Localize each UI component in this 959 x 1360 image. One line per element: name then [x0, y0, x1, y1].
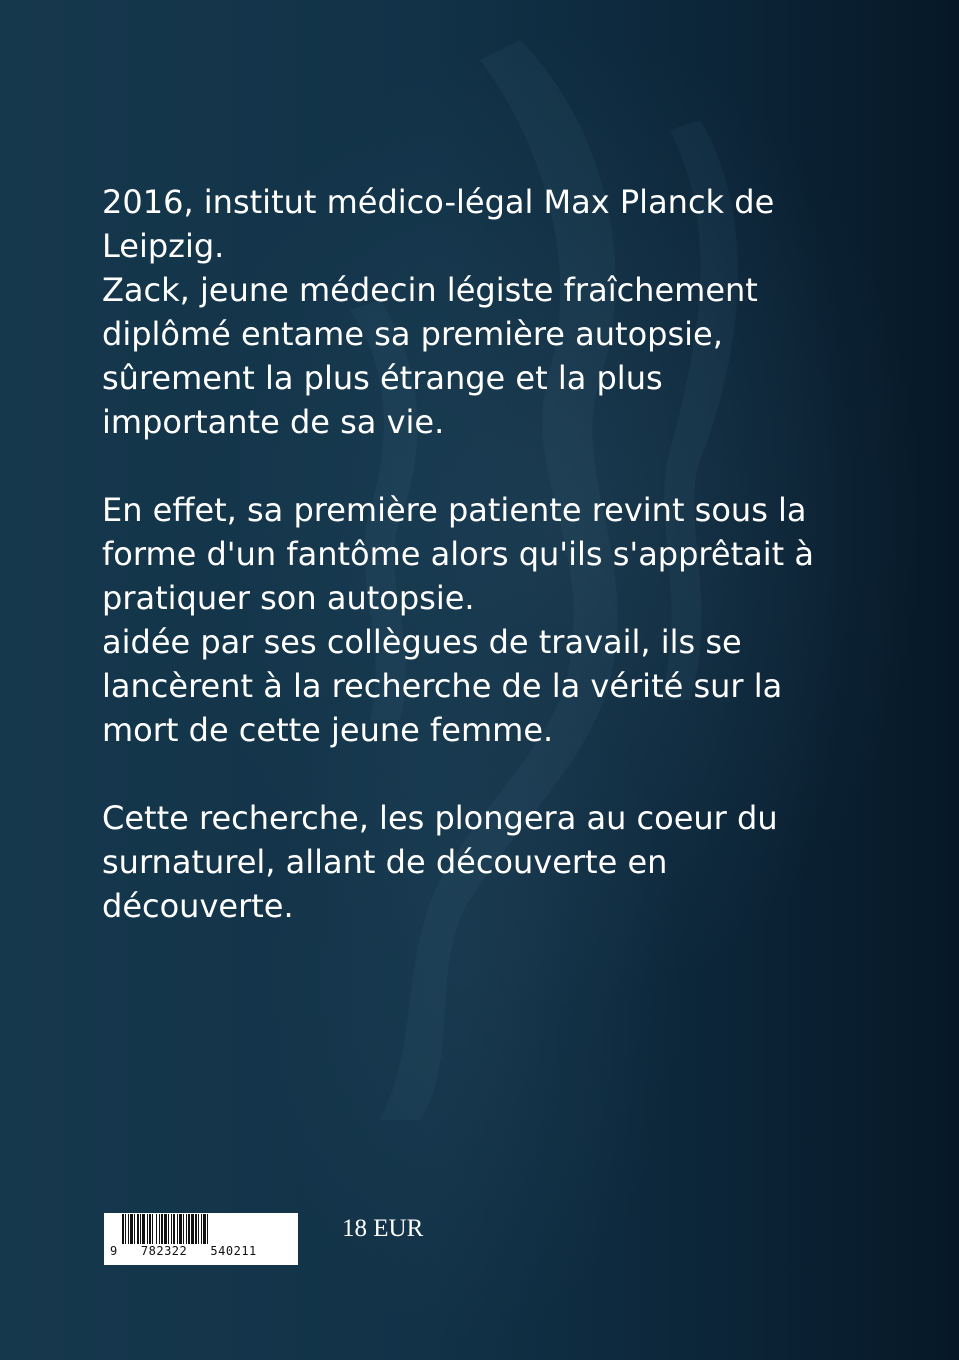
blurb-line: diplômé entame sa première autopsie, [102, 315, 723, 353]
barcode-bar [142, 1214, 145, 1244]
blurb-line: sûrement la plus étrange et la plus [102, 359, 663, 397]
barcode-bar [125, 1214, 126, 1244]
barcode-bar [147, 1214, 148, 1244]
barcode-bar [159, 1214, 160, 1244]
barcode-digits: 9 782322 540211 [110, 1244, 257, 1258]
blurb-line: lancèrent à la recherche de la vérité sur la [102, 667, 783, 705]
back-cover-blurb [102, 180, 842, 972]
barcode-bar [188, 1214, 190, 1244]
barcode-bar [168, 1214, 169, 1244]
blurb-line: Zack, jeune médecin légiste fraîchement [102, 271, 758, 309]
barcode-bar [149, 1214, 151, 1244]
blurb-line: importante de sa vie. [102, 403, 445, 441]
barcode-bar [186, 1214, 187, 1244]
blurb-line: forme d'un fantôme alors qu'ils s'apprêtait à [102, 535, 814, 573]
barcode-bar [171, 1214, 172, 1244]
barcode-bar [173, 1214, 175, 1244]
blurb-line: Cette recherche, les plongera au coeur du [102, 799, 778, 837]
blurb-line: En effet, sa première patiente revint sous la [102, 491, 807, 529]
barcode-bar [195, 1214, 197, 1244]
barcode-bar [183, 1214, 184, 1244]
blurb-line: découverte. [102, 887, 294, 925]
barcode-bar [128, 1214, 129, 1244]
barcode-bar [203, 1214, 206, 1244]
isbn-barcode [104, 1213, 298, 1265]
barcode-bar [201, 1214, 202, 1244]
blurb-line: aidée par ses collègues de travail, ils se [102, 623, 742, 661]
barcode-bar [122, 1214, 124, 1244]
blurb-line: Leipzig. [102, 227, 225, 265]
blurb-line: pratiquer son autopsie. [102, 579, 475, 617]
barcode-bar [156, 1214, 157, 1244]
barcode-bar [191, 1214, 194, 1244]
blurb-line: 2016, institut médico-légal Max Planck de [102, 183, 775, 221]
blurb-line: surnaturel, allant de découverte en [102, 843, 668, 881]
barcode-bar [130, 1214, 133, 1244]
barcode-bar [198, 1214, 199, 1244]
blurb-line: mort de cette jeune femme. [102, 711, 554, 749]
blurb-paragraph-3 [102, 796, 842, 928]
barcode-bar [137, 1214, 139, 1244]
barcode-bar [179, 1214, 182, 1244]
barcode-bar [164, 1214, 167, 1244]
price-label: 18 EUR [342, 1215, 424, 1242]
barcode-bar [161, 1214, 163, 1244]
barcode-bar [207, 1214, 208, 1244]
barcode-bar [152, 1214, 153, 1244]
barcode-bars [122, 1214, 284, 1244]
barcode-bar [177, 1214, 178, 1244]
blurb-paragraph-1 [102, 180, 842, 444]
barcode-bar [140, 1214, 141, 1244]
blurb-paragraph-2 [102, 488, 842, 752]
barcode-bar [134, 1214, 135, 1244]
